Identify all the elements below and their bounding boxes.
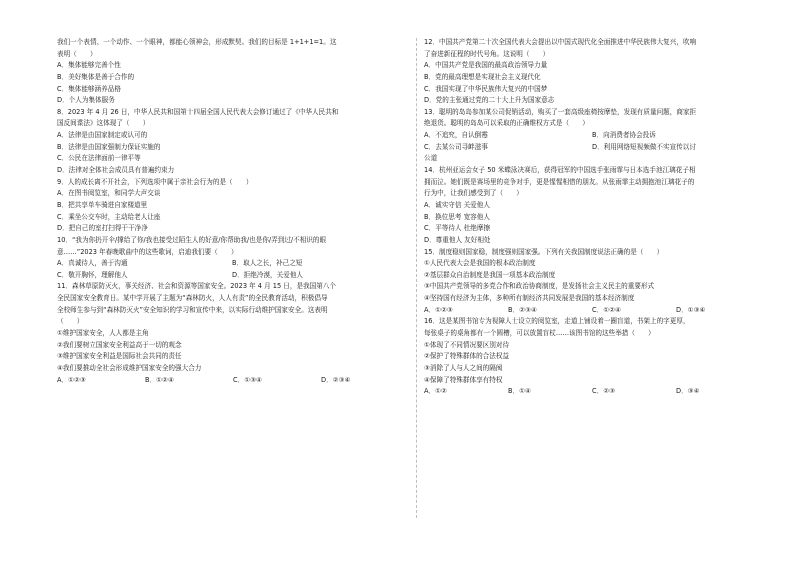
statement-2: ②保护了特殊群体的合法权益 (424, 352, 510, 361)
option-c: C．我国实现了中华民族伟大复兴的中国梦 (424, 84, 548, 93)
option-d: D．②③④ (321, 375, 351, 384)
question-16: 16．这是某图书馆专为视障人士设立的阅览室，走道上铺设着一圈盲道，书架上的字更厚， (424, 317, 690, 326)
statement-1: ①体现了不同情况要区别对待 (424, 340, 510, 349)
q10-options-row-2 (57, 270, 409, 282)
q10-options-row-1 (57, 258, 409, 270)
question-9: 9．人的成长离不开社会，下列选项中属于亲社会行为的是（ ） (57, 177, 253, 186)
text-line: 我们一个表情、一个动作、一个眼神，都能心领神会，形成默契。我们的目标是 1+1+1=1。这 (57, 38, 337, 46)
option-c: C．平等待人 杜绝摩擦 (424, 224, 491, 233)
statement-4: ④保障了特殊群体享有特权 (424, 375, 503, 384)
q16-options-row (424, 386, 762, 398)
option-c: C．乘坐公交车时，主动给老人让座 (57, 212, 161, 221)
option-d: D．①③④ (676, 305, 706, 314)
option-d: D．利用网络短视频做不实宣传以讨 (592, 142, 696, 151)
option-a: A．中国共产党是我国的最高政治领导力量 (424, 61, 548, 70)
text-line: 意……”2023 年春晚歌曲中的这些歌词，启迪我们要（ ） (57, 247, 238, 256)
option-d: D．③④ (676, 387, 700, 396)
statement-3: ③维护国家安全利益是国际社会共同的责任 (57, 352, 182, 361)
option-b: B．法律是由国家强制力保证实施的 (57, 142, 161, 151)
text-line: 绝退货。聪明的岛岛可以采取的正确维权方式是（ ） (424, 119, 589, 128)
question-11: 11．森林草原防灭火，事关经济、社会和资源等国家安全。2023 年 4 月 15 日，是我国第八个 (57, 282, 337, 291)
question-13: 13．聪明的岛岛参加某公司促销活动，购买了一套高级座椅按摩垫，发现有质量问题，商家拒 (424, 107, 697, 116)
option-d: D．尊重他人 友好相处 (424, 235, 491, 244)
q13-options-row-1 (424, 130, 762, 142)
text-line: 每张桌子的桌角都有一个圆槽，可以放置盲杖……该图书馆的这些举措（ ） (424, 329, 655, 338)
option-d: D．党的主张通过党的二十大上升为国家意志 (424, 96, 555, 105)
option-a: A．法律是由国家制定或认可的 (57, 131, 148, 140)
option-a: A．①②③ (57, 375, 86, 384)
option-a: A．①② (424, 387, 447, 396)
option-c: C．敬开胸怀，理解他人 (57, 270, 128, 279)
option-b: B．美好集体是善于合作的 (57, 72, 135, 81)
option-b: B．向消费者协会投诉 (592, 131, 656, 140)
question-12: 12．中国共产党第二十次全国代表大会提出以中国式现代化全面推进中华民族伟大复兴，吹响 (424, 38, 697, 46)
text-line: 国反间谍法》这体现了（ ） (57, 119, 150, 128)
option-d: D．拒绝冷漠，关爱他人 (232, 270, 304, 279)
text-line: 拥而泣。她们既是赛场里的竞争对手，更是惺惺相惜的朋友。从张雨霏主动拥抱池江璃花子的 (424, 177, 695, 186)
statement-2: ②我们要树立国家安全利益高于一切的观念 (57, 340, 182, 349)
option-a: A．不追究，自认倒霉 (424, 131, 488, 140)
option-a: A．集体能够完善个性 (57, 61, 121, 70)
statement-1: ①维护国家安全，人人都是主角 (57, 329, 149, 338)
q13-options-row-2 (424, 142, 762, 154)
text-line: （ ） (57, 317, 84, 326)
text-line: 行为中，让我们感受到了（ ） (424, 189, 523, 198)
option-b: B．①②④ (145, 375, 174, 384)
option-c: C．集体能够涵养品格 (57, 84, 121, 93)
question-15: 15．制度稳则国家稳，制度强则国家强。下列有关我国制度说法正确的是（ ） (424, 247, 664, 256)
option-d-continued: 公道 (424, 154, 438, 163)
text-line: 表明（ ） (57, 49, 97, 58)
statement-4: ④坚持国有经济为主体，多种所有制经济共同发展是我国的基本经济制度 (424, 294, 635, 303)
option-b: B．①④ (508, 387, 531, 396)
statement-4: ④我们要推动全社会形成维护国家安全的强大合力 (57, 363, 202, 372)
option-d: D．把自己的室打扫得干干净净 (57, 224, 148, 233)
option-d: D．个人为集体服务 (57, 96, 115, 105)
text-line: 全校师生参与到“森林防灭火”安全知识的学习和宣传中来，以实际行动维护国家安全。这表明 (57, 305, 328, 314)
option-b: B．取人之长，补己之短 (232, 259, 303, 268)
question-14: 14．杭州亚运会女子 50 米蝶泳决赛后，获得冠军的中国选手张雨霏与日本选手池江璃花子相 (424, 166, 696, 175)
statement-3: ③消除了人与人之间的隔阂 (424, 363, 503, 372)
text-line: 全民国家安全教育日。某中学开展了主题为“森林防火，人人有责”的全民教育活动，积极倡导 (57, 294, 328, 303)
option-b: B．把共享单车骑进自家楼道里 (57, 200, 148, 209)
question-10: 10．“我为你扔开伞/撑给了你/我也接受过陌生人的好意/你帮助我/也是你/弄到过/不相识的眼 (57, 235, 327, 244)
option-b: B．党的最高理想是实现社会主义现代化 (424, 72, 541, 81)
right-column (424, 37, 762, 398)
option-a: A．真诚待人，善于沟通 (57, 259, 128, 268)
option-a: A．诚实守信 关爱他人 (424, 200, 490, 209)
column-divider (416, 38, 417, 518)
q15-options-row (424, 305, 762, 317)
statement-1: ①人民代表大会是我国的根本政治制度 (424, 259, 536, 268)
option-a: A．在图书阅览室，和同学大声交谈 (57, 189, 161, 198)
option-b: B．换位思考 宽容他人 (424, 212, 490, 221)
option-c: C．去某公司寻衅滋事 (424, 142, 488, 151)
text-line: 了奋进新征程的时代号角。这说明（ ） (424, 49, 550, 58)
option-c: C．②③ (592, 387, 616, 396)
option-d: D．法律对全体社会成员具有普遍约束力 (57, 166, 175, 175)
option-b: B．②③④ (508, 305, 537, 314)
question-8: 8．2023 年 4 月 26 日，中华人民共和国第十四届全国人民代表大会修订通过了《中华人民共和 (57, 107, 339, 116)
q11-options-row (57, 375, 409, 387)
option-c: C．①②④ (592, 305, 621, 314)
statement-2: ②基层群众自治制度是我国一项基本政治制度 (424, 270, 556, 279)
option-c: C．公民在法律面前一律平等 (57, 154, 141, 163)
option-c: C．①③④ (233, 375, 262, 384)
statement-3: ③中国共产党领导的多党合作和政治协商制度，是发扬社会主义民主的重要形式 (424, 282, 655, 291)
option-a: A．①②③ (424, 305, 453, 314)
left-column (57, 37, 409, 386)
